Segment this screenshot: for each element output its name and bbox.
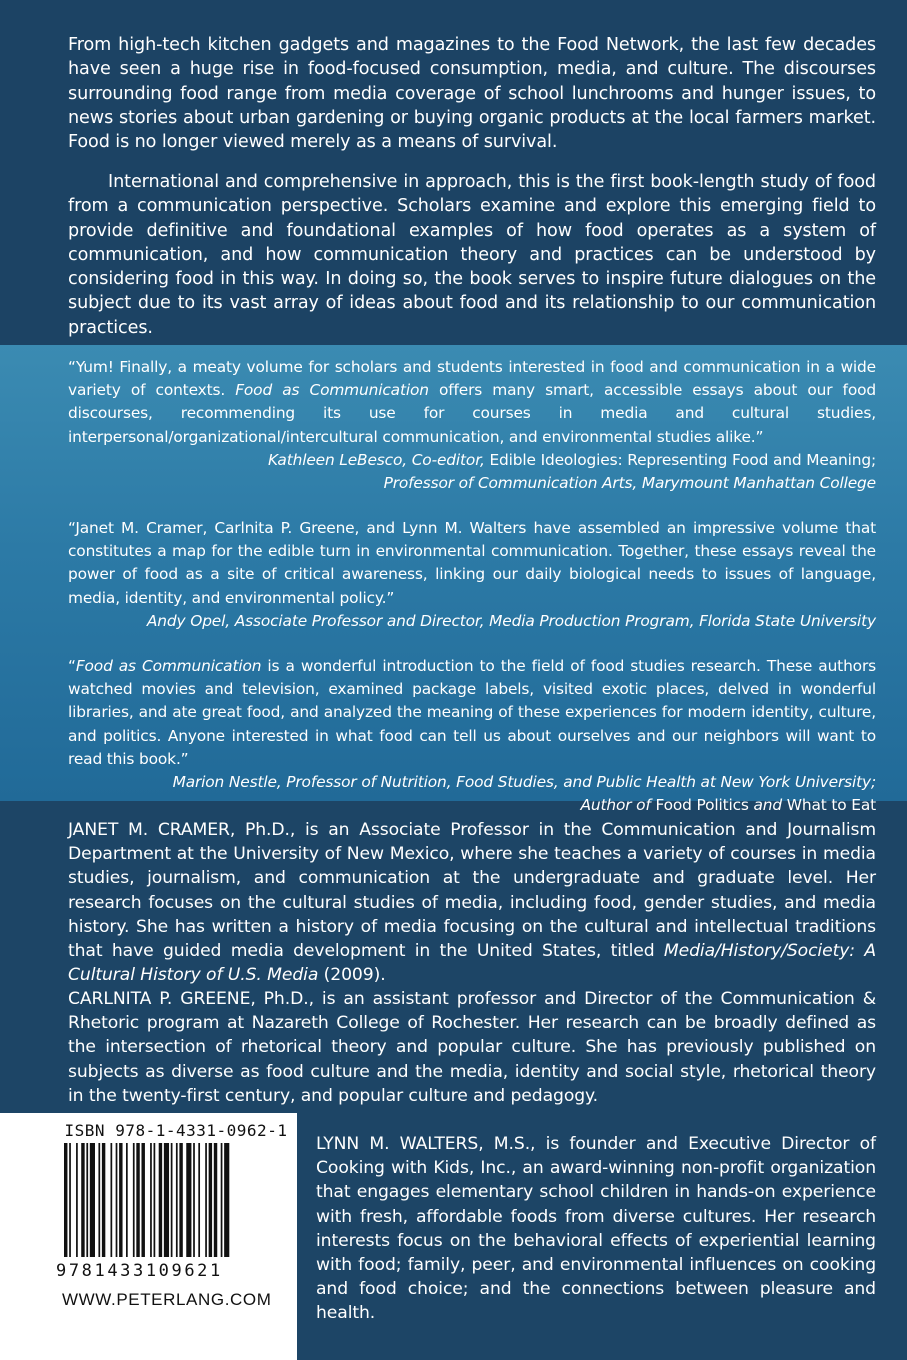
barcode-bar: [90, 1143, 95, 1257]
endorsement-attribution: Andy Opel, Associate Professor and Director, Media Production Program, Florida State University: [146, 611, 876, 630]
barcode-bar: [176, 1143, 178, 1257]
barcode-bar: [224, 1143, 229, 1257]
barcode-bar: [86, 1143, 88, 1257]
isbn-label: ISBN 978-1-4331-0962-1: [64, 1121, 288, 1140]
barcode-bar: [205, 1143, 207, 1257]
barcode-panel: [0, 1113, 297, 1360]
quote-mark: “: [68, 657, 76, 675]
publisher-url[interactable]: WWW.PETERLANG.COM: [62, 1290, 272, 1309]
barcode-bar: [159, 1143, 162, 1257]
barcode-bar: [119, 1143, 122, 1257]
endorsement-quote: [68, 655, 876, 771]
attribution-name: Kathleen LeBesco, Co-editor,: [268, 450, 490, 469]
barcode-bar: [186, 1143, 191, 1257]
barcode-bar: [164, 1143, 169, 1257]
endorsement-lebesco: [68, 356, 876, 495]
endorsement-attribution: [68, 449, 876, 495]
barcode-bar: [150, 1143, 152, 1257]
endorsement-attribution: [68, 771, 876, 817]
barcode-bar: [209, 1143, 212, 1257]
attribution-role: Marion Nestle, Professor of Nutrition, Food Studies, and Public Health at New York University;: [172, 773, 876, 792]
quote-text: “Yum! Finally, a meaty volume for scholars and students interested in food and communication in a wide variety of contexts.: [68, 358, 876, 400]
attribution-role: Author of: [580, 796, 656, 815]
barcode-bar: [69, 1143, 71, 1257]
barcode-bar: [179, 1143, 182, 1257]
barcode-bar: [76, 1143, 78, 1257]
barcode-bar: [154, 1143, 156, 1257]
book-title: Food as Communication: [75, 657, 262, 675]
endorsements-panel: [0, 345, 907, 815]
barcode-bar: [171, 1143, 173, 1257]
barcode-bar: [133, 1143, 135, 1257]
barcode-bar: [64, 1143, 67, 1257]
attribution-book: Edible Ideologies: Representing Food and Meaning;: [489, 450, 876, 469]
bio-cramer: [68, 818, 876, 987]
quote-text: is a wonderful introduction to the field of food studies research. These authors watched movies and television, examined package labels, visited exotic places, delved in wonderful libraries, and ate great food, and analyzed the meaning of these experiences for modern identity, culture, and politics. Anyone interested in what food can tell us about ourselves and our neighbors will want to read this book.”: [68, 657, 876, 768]
barcode-bar: [214, 1143, 217, 1257]
attribution-role: Professor of Communication Arts, Marymount Manhattan College: [383, 474, 876, 493]
quote-text: offers many smart, accessible essays about our food discourses, recommending its use for courses in media and cultural studies, interpersonal/organizational/intercultural communication, and environmental studies alike.”: [68, 381, 876, 446]
endorsement-quote: [68, 356, 876, 449]
barcode-bar: [141, 1143, 144, 1257]
barcode-bar: [126, 1143, 128, 1257]
barcode-bar: [98, 1143, 100, 1257]
barcode-bar: [221, 1143, 223, 1257]
attribution-book: Food Politics: [655, 796, 749, 815]
bio-book-title: Media/History/Society: A Cultural History of U.S. Media: [68, 941, 876, 986]
description-paragraph-2: International and comprehensive in approach, this is the first book-length study of food from a communication perspective. Scholars examine and explore this emerging field to provide definitive and foundational examples of how food operates as a system of communication, and how communication theory and practices can be understood by considering food in this way. In doing so, the book serves to inspire future dialogues on the subject due to its vast array of ideas about food and its relationship to our communication practices.: [68, 172, 876, 338]
description-panel: [0, 0, 907, 345]
book-title: Food as Communication: [235, 381, 429, 400]
barcode-bar: [81, 1143, 84, 1257]
description-paragraph-1: From high-tech kitchen gadgets and magazines to the Food Network, the last few decades have seen a huge rise in food-focused consumption, media, and culture. The discourses surrounding food range from media coverage of school lunchrooms and hunger issues, to news stories about urban gardening or buying organic products at the local farmers market. Food is no longer viewed merely as a means of survival.: [68, 35, 876, 153]
barcode-bar: [116, 1143, 118, 1257]
attribution-role: and: [748, 796, 787, 815]
bio-greene: CARLNITA P. GREENE, Ph.D., is an assistant professor and Director of the Communication & Rhetoric program at Nazareth College of Rochester. Her research can be broadly defined as the intersection of rhetorical theory and popular culture. She has previously published on subjects as diverse as food culture and the media, identity and social style, rhetorical theory in the twenty-first century, and popular culture and pedagogy.: [68, 989, 876, 1106]
bio-text: (2009).: [318, 965, 386, 986]
bio-text: JANET M. CRAMER, Ph.D., is an Associate Professor in the Communication and Journalism Department at the University of New Mexico, where she teaches a variety of courses in media studies, journalism, and communication at the undergraduate and graduate level. Her research focuses on the cultural studies of media, including food, gender studies, and media history. She has written a history of media focusing on the cultural and intellectual traditions that have guided media development in the United States, titled: [68, 820, 876, 962]
barcode-bar: [136, 1143, 139, 1257]
barcode-icon: [64, 1143, 290, 1257]
endorsement-opel: [68, 517, 876, 633]
barcode-bar: [198, 1143, 200, 1257]
endorsement-nestle: [68, 655, 876, 817]
barcode-bar: [193, 1143, 195, 1257]
barcode-digits: 9781433109621: [56, 1261, 223, 1281]
barcode-bar: [102, 1143, 105, 1257]
endorsement-quote: “Janet M. Cramer, Carlnita P. Greene, and Lynn M. Walters have assembled an impressive volume that constitutes a map for the edible turn in environmental communication. Together, these essays reveal the power of food as a site of critical awareness, linking our daily biological needs to issues of language, media, identity, and environmental policy.”: [68, 519, 876, 607]
barcode-bar: [110, 1143, 112, 1257]
attribution-book: What to Eat: [786, 796, 876, 815]
bio-walters: LYNN M. WALTERS, M.S., is founder and Executive Director of Cooking with Kids, Inc., an award-winning non-profit organization that engages elementary school children in hands-on experience with fresh, affordable foods from diverse cultures. Her research interests focus on the behavioral effects of experiential learning with food; family, peer, and environmental influences on cooking and food choice; and the connections between pleasure and health.: [316, 1134, 876, 1324]
